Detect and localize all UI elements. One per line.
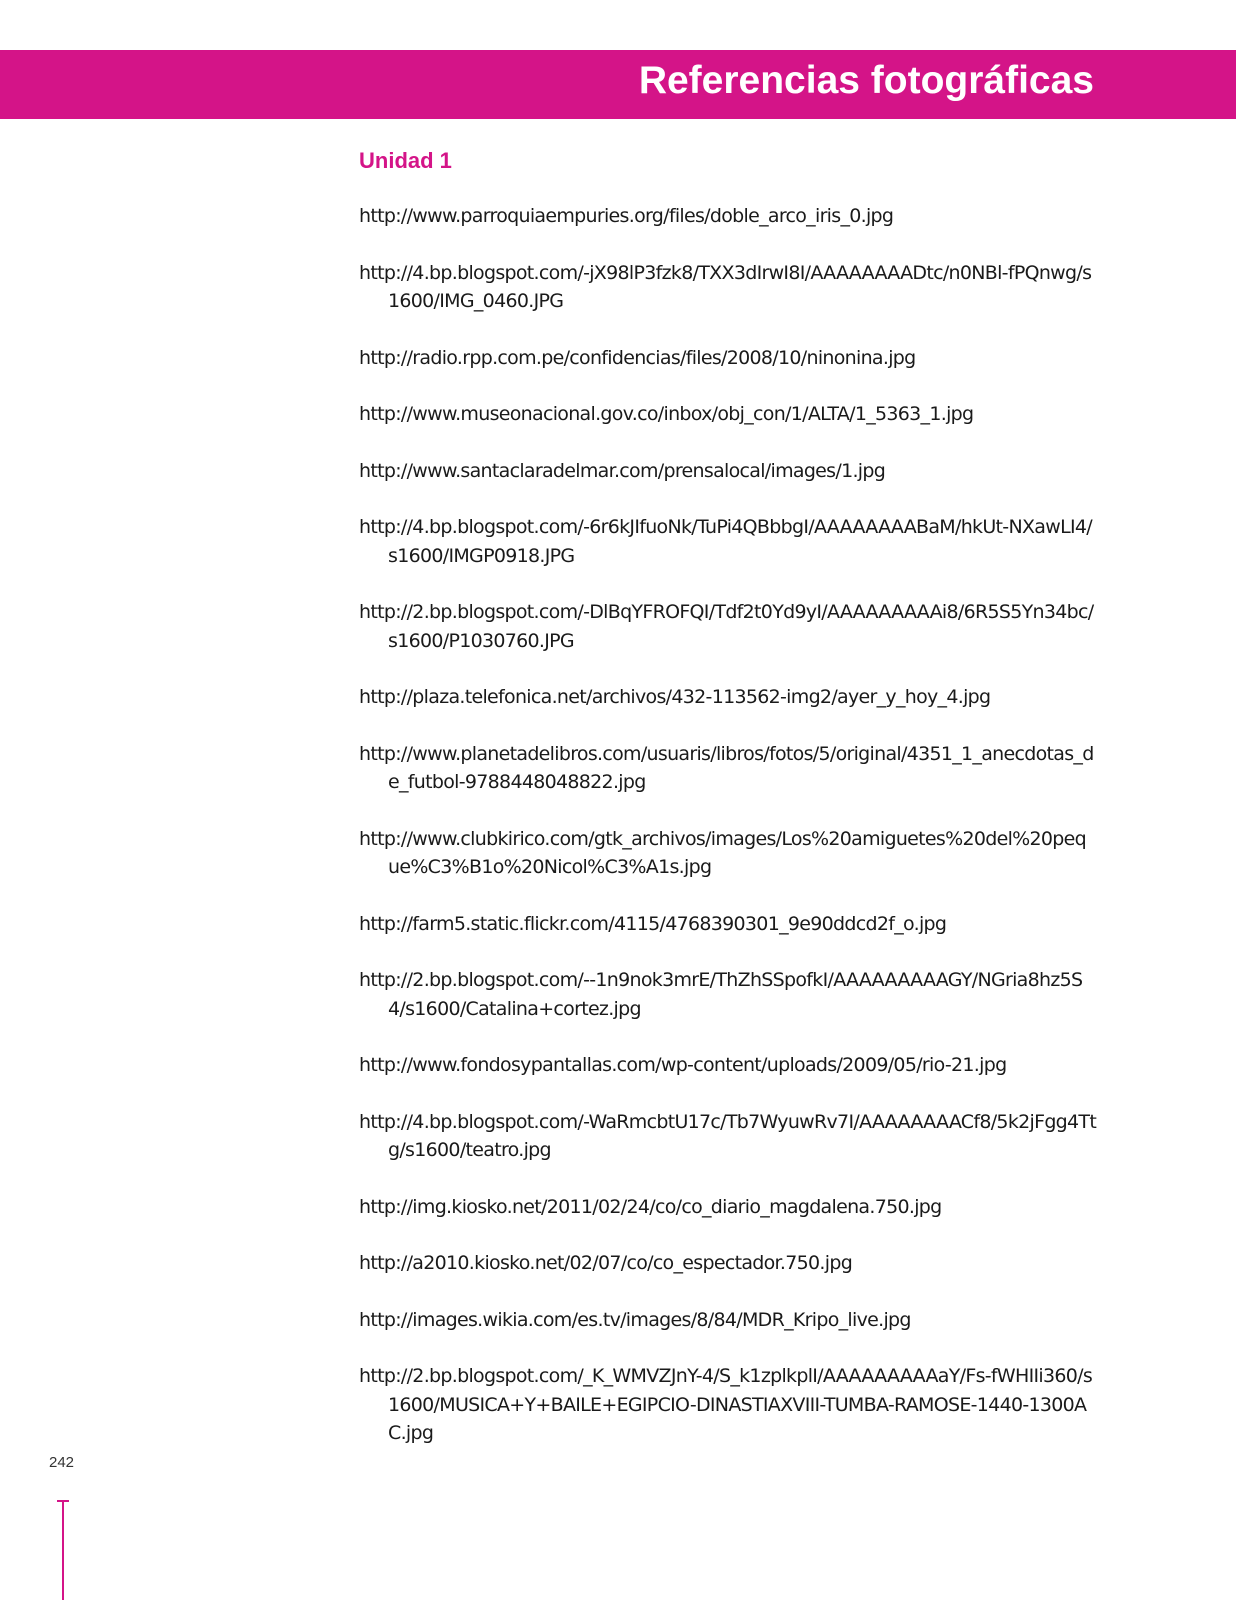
reference-item: http://2.bp.blogspot.com/_K_WMVZJnY-4/S_k1zplkplI/AAAAAAAAAaY/Fs-fWHIIi360/s1600/MUSICA+Y+BAILE+EGIPCIO-DINASTIAXVIII-TUMBA-RAMOSE-1440-1300AC.jpg (359, 1365, 1093, 1444)
reference-item: http://images.wikia.com/es.tv/images/8/84/MDR_Kripo_live.jpg (359, 1308, 911, 1331)
content-area (359, 146, 1097, 1476)
reference-item: http://plaza.telefonica.net/archivos/432-113562-img2/ayer_y_hoy_4.jpg (359, 686, 991, 708)
reference-item: http://radio.rpp.com.pe/confidencias/files/2008/10/ninonina.jpg (359, 346, 916, 369)
reference-item: http://4.bp.blogspot.com/-WaRmcbtU17c/Tb7WyuwRv7I/AAAAAAAACf8/5k2jFgg4Ttg/s1600/teatro.jpg (359, 1110, 1097, 1161)
section-title: Unidad 1 (359, 148, 452, 173)
page-number: 242 (49, 1454, 75, 1471)
reference-item: http://www.clubkirico.com/gtk_archivos/images/Los%20amiguetes%20del%20peque%C3%B1o%20Nicol%C3%A1s.jpg (359, 827, 1087, 878)
reference-item: http://img.kiosko.net/2011/02/24/co/co_diario_magdalena.750.jpg (359, 1195, 942, 1218)
margin-rule (62, 1500, 64, 1600)
header-band (0, 50, 1236, 119)
reference-item: http://2.bp.blogspot.com/-DlBqYFROFQI/Tdf2t0Yd9yI/AAAAAAAAAi8/6R5S5Yn34bc/s1600/P1030760.JPG (359, 601, 1094, 652)
page-title: Referencias fotográficas (638, 59, 1094, 102)
reference-item: http://www.planetadelibros.com/usuaris/libros/fotos/5/original/4351_1_anecdotas_de_futbol-9788448048822.jpg (359, 742, 1094, 793)
reference-item: http://a2010.kiosko.net/02/07/co/co_espectador.750.jpg (359, 1252, 853, 1274)
reference-item: http://www.parroquiaempuries.org/files/doble_arco_iris_0.jpg (359, 205, 894, 227)
reference-item: http://4.bp.blogspot.com/-6r6kJIfuoNk/TuPi4QBbbgI/AAAAAAAABaM/hkUt-NXawLI4/s1600/IMGP0918.JPG (359, 516, 1092, 567)
reference-item: http://farm5.static.flickr.com/4115/4768390301_9e90ddcd2f_o.jpg (359, 912, 947, 935)
reference-list (359, 202, 1097, 1448)
reference-item: http://www.santaclaradelmar.com/prensalocal/images/1.jpg (359, 459, 886, 482)
reference-item: http://2.bp.blogspot.com/--1n9nok3mrE/ThZhSSpofkI/AAAAAAAAAGY/NGria8hz5S4/s1600/Catalina+cortez.jpg (359, 969, 1083, 1020)
reference-item: http://www.fondosypantallas.com/wp-content/uploads/2009/05/rio-21.jpg (359, 1054, 1007, 1076)
reference-item: http://www.museonacional.gov.co/inbox/obj_con/1/ALTA/1_5363_1.jpg (359, 403, 974, 425)
reference-item: http://4.bp.blogspot.com/-jX98lP3fzk8/TXX3dIrwI8I/AAAAAAAADtc/n0NBl-fPQnwg/s1600/IMG_0460.JPG (359, 261, 1092, 312)
